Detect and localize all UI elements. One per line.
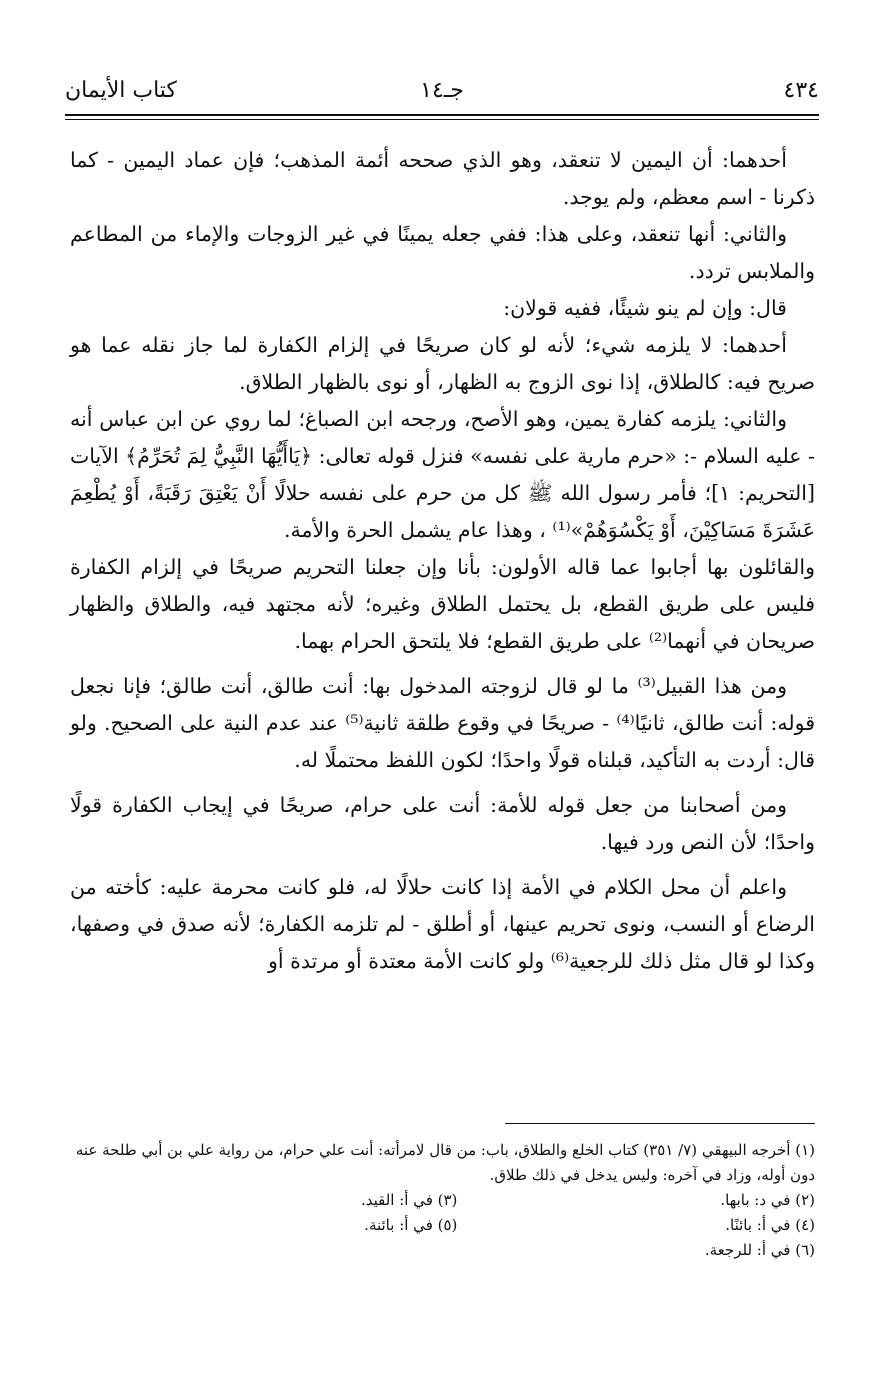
- header-rule-thin: [65, 119, 819, 120]
- volume-number: جـ١٤: [420, 78, 464, 103]
- footnote-6: (٦) في أ: للرجعة.: [704, 1241, 815, 1259]
- footnote-5: (٥) في أ: بائنة.: [364, 1216, 458, 1234]
- header-rule-thick: [65, 114, 819, 116]
- footnotes: [70, 1138, 815, 1263]
- footnote-3: (٣) في أ: القيد.: [360, 1191, 458, 1209]
- paragraph: واعلم أن محل الكلام في الأمة إذا كانت حلالًا له، فلو كانت محرمة عليه: كأخته من الرضاع أو النسب، ونوى تحريم عينها، أو أطلق - لم تلزمه الكفارة؛ لأنه صدق في وصفها، وكذا لو قال مثل ذلك للرجعية⁽⁶⁾ ولو كانت الأمة معتدة أو مرتدة أو: [70, 875, 815, 973]
- paragraph: والثاني: أنها تنعقد، وعلى هذا: ففي جعله يمينًا في غير الزوجات والإماء من المطاعم والملابس تردد.: [70, 222, 815, 283]
- running-header: [65, 72, 819, 112]
- paragraph: قال: وإن لم ينو شيئًا، ففيه قولان:: [503, 296, 787, 320]
- paragraph: ومن هذا القبيل⁽³⁾ ما لو قال لزوجته المدخول بها: أنت طالق، أنت طالق؛ فإنا نجعل قوله: أنت طالق، ثانيًا⁽⁴⁾ - صريحًا في وقوع طلقة ثانية⁽⁵⁾ عند عدم النية على الصحيح. ولو قال: أردت به التأكيد، قبلناه قولًا واحدًا؛ لكون اللفظ محتملًا له.: [70, 674, 816, 772]
- paragraph: ومن أصحابنا من جعل قوله للأمة: أنت على حرام، صريحًا في إيجاب الكفارة قولًا واحدًا؛ لأن النص ورد فيها.: [70, 793, 815, 854]
- paragraph: أحدهما: أن اليمين لا تنعقد، وهو الذي صححه أئمة المذهب؛ فإن عماد اليمين - كما ذكرنا - اسم معظم، ولم يوجد.: [70, 148, 815, 209]
- footnote-4: (٤) في أ: بائنًا.: [725, 1216, 815, 1234]
- page-number: ٤٣٤: [783, 78, 819, 103]
- footnote-rule: [505, 1123, 815, 1124]
- main-text: [70, 142, 815, 980]
- paragraph: والثاني: يلزمه كفارة يمين، وهو الأصح، ورجحه ابن الصباغ؛ لما روي عن ابن عباس أنه - عليه السلام -: «حرم مارية على نفسه» فنزل قوله تعالى: ﴿يَاأَيُّهَا النَّبِيُّ لِمَ تُحَرِّمُ﴾ الآيات [التحريم: ١]؛ فأمر رسول الله ﷺ كل من حرم على نفسه حلالًا أَنْ يَعْتِقَ رَقَبَةً، أَوْ يُطْعِمَ عَشَرَةَ مَسَاكِيْنَ، أَوْ يَكْسُوَهُمْ»⁽¹⁾ ، وهذا عام يشمل الحرة والأمة.: [70, 407, 815, 542]
- paragraph: أحدهما: لا يلزمه شيء؛ لأنه لو كان صريحًا في إلزام الكفارة لما جاز نقله عما هو صريح فيه: كالطلاق، إذا نوى الزوج به الظهار، أو نوى بالظهار الطلاق.: [70, 333, 815, 394]
- footnote-2: (٢) في د: بابها.: [720, 1191, 815, 1209]
- footnote-1: (١) أخرجه البيهقي (٧/ ٣٥١) كتاب الخلع والطلاق، باب: من قال لامرأته: أنت علي حرام، من رواية علي بن أبي طلحة عنه دون أوله، وزاد في آخره: وليس يدخل في ذلك طلاق.: [75, 1141, 815, 1184]
- paragraph: والقائلون بها أجابوا عما قاله الأولون: بأنا وإن جعلنا التحريم صريحًا في إلزام الكفارة فليس على طريق القطع، بل يحتمل الطلاق وغيره؛ لأنه مجتهد فيه، والطلاق والظهار صريحان في أنهما⁽²⁾ على طريق القطع؛ فلا يلتحق الحرام بهما.: [70, 555, 815, 653]
- book-title: كتاب الأيمان: [65, 78, 177, 103]
